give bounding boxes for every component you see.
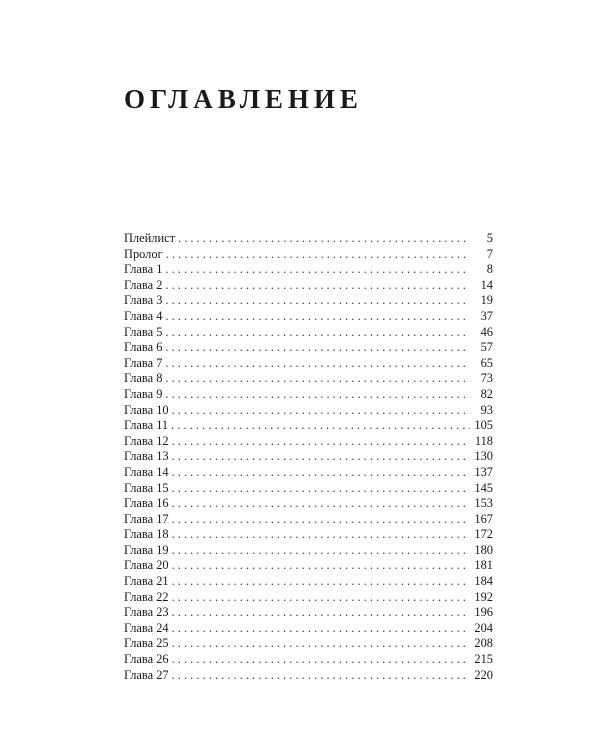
toc-entry-page-number: 220 <box>470 668 493 684</box>
toc-entry[interactable] <box>124 309 493 325</box>
table-of-contents <box>124 231 493 683</box>
dot-leader <box>172 465 470 481</box>
toc-entry-page-number: 192 <box>470 590 493 606</box>
toc-entry-page-number: 46 <box>470 325 493 341</box>
toc-entry-label: Глава 4 <box>124 309 165 325</box>
dot-leader <box>172 449 470 465</box>
toc-entry[interactable] <box>124 590 493 606</box>
toc-entry[interactable] <box>124 574 493 590</box>
dot-leader <box>172 527 470 543</box>
toc-entry[interactable] <box>124 403 493 419</box>
toc-entry-label: Глава 2 <box>124 278 165 294</box>
toc-entry-label: Глава 12 <box>124 434 172 450</box>
toc-entry-label: Глава 7 <box>124 356 165 372</box>
toc-entry[interactable] <box>124 527 493 543</box>
dot-leader <box>172 512 470 528</box>
toc-entry[interactable] <box>124 481 493 497</box>
toc-entry[interactable] <box>124 652 493 668</box>
toc-entry-label: Глава 27 <box>124 668 172 684</box>
toc-entry-label: Глава 24 <box>124 621 172 637</box>
toc-entry-label: Глава 3 <box>124 293 165 309</box>
toc-entry-label: Глава 21 <box>124 574 172 590</box>
dot-leader <box>165 325 470 341</box>
toc-entry-page-number: 7 <box>470 247 493 263</box>
toc-entry-label: Глава 6 <box>124 340 165 356</box>
toc-entry-label: Глава 9 <box>124 387 165 403</box>
toc-entry-page-number: 215 <box>470 652 493 668</box>
toc-entry-label: Глава 11 <box>124 418 171 434</box>
toc-entry-label: Глава 23 <box>124 605 172 621</box>
dot-leader <box>172 558 470 574</box>
dot-leader <box>172 496 470 512</box>
dot-leader <box>172 543 470 559</box>
toc-entry[interactable] <box>124 293 493 309</box>
dot-leader <box>172 668 470 684</box>
toc-entry[interactable] <box>124 434 493 450</box>
toc-entry[interactable] <box>124 465 493 481</box>
toc-entry-page-number: 19 <box>470 293 493 309</box>
toc-entry-label: Плейлист <box>124 231 178 247</box>
toc-entry-page-number: 105 <box>470 418 493 434</box>
toc-entry-page-number: 65 <box>470 356 493 372</box>
dot-leader <box>165 309 470 325</box>
dot-leader <box>172 481 470 497</box>
toc-entry[interactable] <box>124 325 493 341</box>
dot-leader <box>171 418 470 434</box>
toc-entry-label: Глава 18 <box>124 527 172 543</box>
dot-leader <box>165 278 470 294</box>
toc-entry[interactable] <box>124 605 493 621</box>
toc-entry[interactable] <box>124 418 493 434</box>
toc-entry-page-number: 130 <box>470 449 493 465</box>
toc-entry-label: Глава 14 <box>124 465 172 481</box>
toc-entry-label: Глава 20 <box>124 558 172 574</box>
toc-entry-page-number: 73 <box>470 371 493 387</box>
dot-leader <box>172 434 470 450</box>
dot-leader <box>165 387 470 403</box>
toc-entry[interactable] <box>124 543 493 559</box>
page-title: ОГЛАВЛЕНИЕ <box>124 84 363 114</box>
dot-leader <box>165 293 470 309</box>
toc-entry[interactable] <box>124 636 493 652</box>
toc-entry[interactable] <box>124 558 493 574</box>
toc-entry-label: Глава 16 <box>124 496 172 512</box>
toc-entry[interactable] <box>124 496 493 512</box>
toc-entry-label: Глава 17 <box>124 512 172 528</box>
toc-entry-page-number: 153 <box>470 496 493 512</box>
toc-entry-label: Глава 13 <box>124 449 172 465</box>
toc-entry-page-number: 181 <box>470 558 493 574</box>
dot-leader <box>165 356 470 372</box>
toc-entry-page-number: 14 <box>470 278 493 294</box>
dot-leader <box>172 636 470 652</box>
toc-entry-label: Глава 15 <box>124 481 172 497</box>
toc-entry[interactable] <box>124 621 493 637</box>
toc-entry-label: Глава 26 <box>124 652 172 668</box>
toc-entry-page-number: 82 <box>470 387 493 403</box>
toc-entry-label: Глава 5 <box>124 325 165 341</box>
toc-entry-label: Пролог <box>124 247 166 263</box>
toc-entry[interactable] <box>124 262 493 278</box>
toc-entry[interactable] <box>124 356 493 372</box>
dot-leader <box>172 621 470 637</box>
toc-entry-page-number: 180 <box>470 543 493 559</box>
toc-entry-label: Глава 8 <box>124 371 165 387</box>
dot-leader <box>172 605 470 621</box>
dot-leader <box>165 340 470 356</box>
toc-entry[interactable] <box>124 247 493 263</box>
toc-entry-label: Глава 19 <box>124 543 172 559</box>
dot-leader <box>172 403 470 419</box>
dot-leader <box>172 652 470 668</box>
toc-entry-label: Глава 25 <box>124 636 172 652</box>
toc-entry-page-number: 37 <box>470 309 493 325</box>
toc-entry[interactable] <box>124 512 493 528</box>
toc-entry-page-number: 118 <box>470 434 493 450</box>
toc-entry[interactable] <box>124 387 493 403</box>
toc-entry[interactable] <box>124 278 493 294</box>
toc-entry-page-number: 172 <box>470 527 493 543</box>
dot-leader <box>165 262 470 278</box>
toc-entry-page-number: 196 <box>470 605 493 621</box>
dot-leader <box>165 371 470 387</box>
toc-entry-page-number: 57 <box>470 340 493 356</box>
toc-entry-page-number: 8 <box>470 262 493 278</box>
toc-entry-page-number: 93 <box>470 403 493 419</box>
toc-entry-page-number: 145 <box>470 481 493 497</box>
dot-leader <box>166 247 470 263</box>
toc-entry-page-number: 208 <box>470 636 493 652</box>
toc-entry-label: Глава 22 <box>124 590 172 606</box>
toc-entry[interactable] <box>124 449 493 465</box>
toc-entry[interactable] <box>124 371 493 387</box>
toc-entry-page-number: 204 <box>470 621 493 637</box>
dot-leader <box>172 574 470 590</box>
toc-entry-page-number: 167 <box>470 512 493 528</box>
toc-entry-page-number: 137 <box>470 465 493 481</box>
toc-entry-page-number: 5 <box>470 231 493 247</box>
toc-entry[interactable] <box>124 231 493 247</box>
toc-entry-label: Глава 10 <box>124 403 172 419</box>
toc-entry-page-number: 184 <box>470 574 493 590</box>
dot-leader <box>172 590 470 606</box>
dot-leader <box>178 231 470 247</box>
toc-entry[interactable] <box>124 340 493 356</box>
toc-entry[interactable] <box>124 668 493 684</box>
toc-entry-label: Глава 1 <box>124 262 165 278</box>
